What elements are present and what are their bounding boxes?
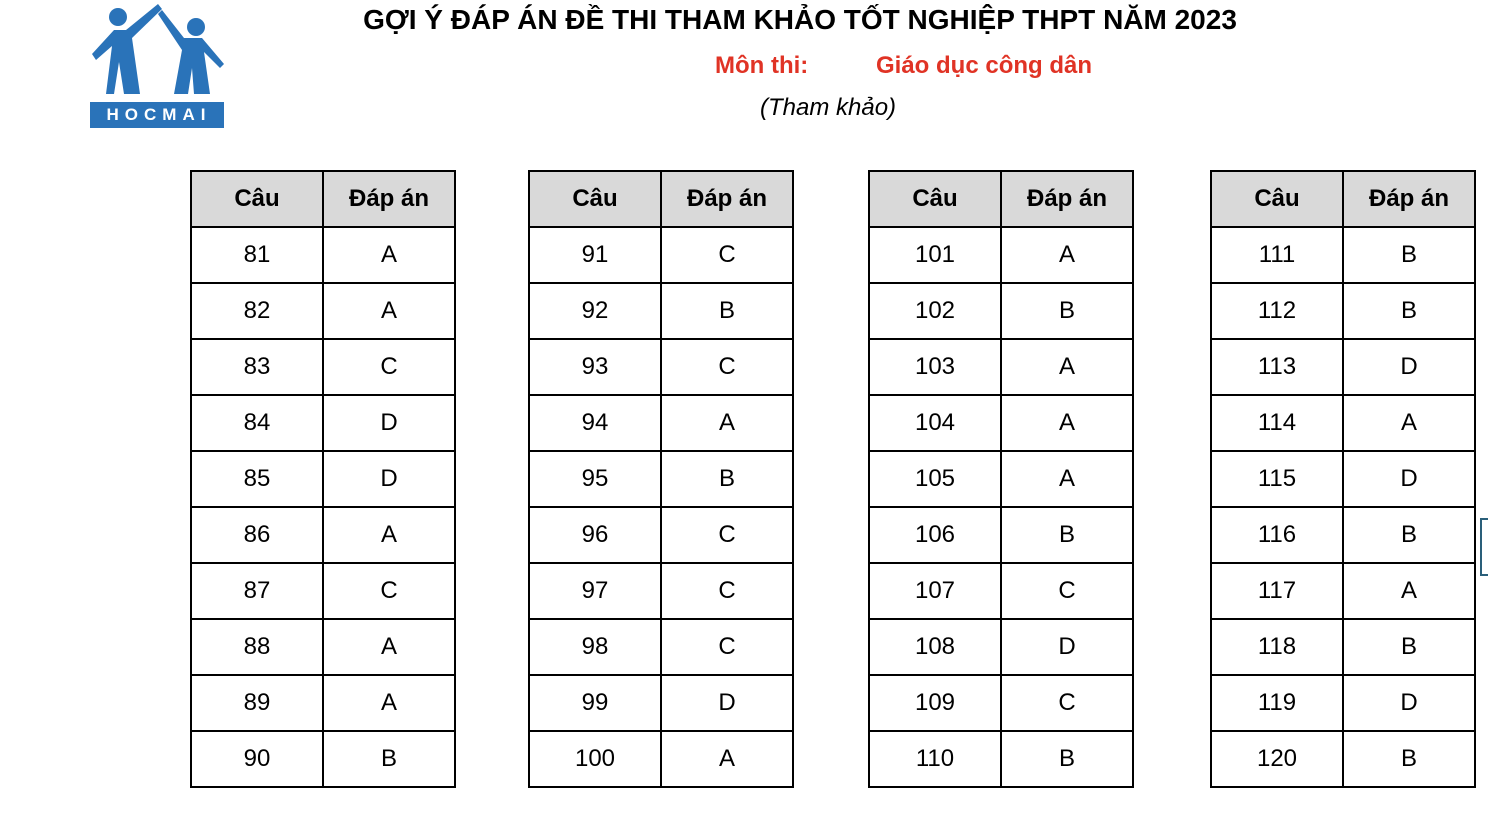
table-row bbox=[1211, 395, 1475, 451]
answer-letter: B bbox=[323, 731, 455, 787]
answer-letter: B bbox=[1343, 507, 1475, 563]
answer-letter: A bbox=[1001, 395, 1133, 451]
table-row bbox=[529, 283, 793, 339]
answer-letter: D bbox=[1343, 451, 1475, 507]
question-number: 104 bbox=[869, 395, 1001, 451]
answer-letter: A bbox=[323, 283, 455, 339]
question-number: 113 bbox=[1211, 339, 1343, 395]
answer-letter: A bbox=[323, 507, 455, 563]
answer-header: Đáp án bbox=[1001, 171, 1133, 227]
table-row bbox=[869, 451, 1133, 507]
table-row bbox=[191, 395, 455, 451]
answer-letter: A bbox=[1001, 451, 1133, 507]
table-row bbox=[1211, 619, 1475, 675]
table-row bbox=[529, 507, 793, 563]
question-number: 118 bbox=[1211, 619, 1343, 675]
answer-letter: C bbox=[661, 619, 793, 675]
answer-table-2 bbox=[528, 170, 794, 788]
answer-header: Đáp án bbox=[1343, 171, 1475, 227]
question-number: 96 bbox=[529, 507, 661, 563]
table-row bbox=[191, 507, 455, 563]
table-row bbox=[869, 339, 1133, 395]
answer-table-4 bbox=[1210, 170, 1476, 788]
table-row bbox=[529, 619, 793, 675]
table-row bbox=[1211, 451, 1475, 507]
table-row bbox=[191, 339, 455, 395]
table-row bbox=[1211, 731, 1475, 787]
answer-table-3 bbox=[868, 170, 1134, 788]
question-number: 82 bbox=[191, 283, 323, 339]
table-row bbox=[1211, 507, 1475, 563]
question-number: 90 bbox=[191, 731, 323, 787]
question-number: 94 bbox=[529, 395, 661, 451]
question-header: Câu bbox=[869, 171, 1001, 227]
answer-letter: A bbox=[1001, 227, 1133, 283]
answer-table-1 bbox=[190, 170, 456, 788]
answer-letter: C bbox=[1001, 675, 1133, 731]
table-row bbox=[869, 227, 1133, 283]
question-number: 114 bbox=[1211, 395, 1343, 451]
question-number: 83 bbox=[191, 339, 323, 395]
table-row bbox=[529, 395, 793, 451]
table-row bbox=[191, 731, 455, 787]
table-row bbox=[1211, 227, 1475, 283]
question-number: 93 bbox=[529, 339, 661, 395]
question-number: 86 bbox=[191, 507, 323, 563]
table-row bbox=[869, 619, 1133, 675]
selection-edge-marker bbox=[1480, 518, 1488, 576]
table-row bbox=[191, 675, 455, 731]
answer-letter: A bbox=[323, 619, 455, 675]
question-number: 105 bbox=[869, 451, 1001, 507]
answer-header: Đáp án bbox=[323, 171, 455, 227]
table-row bbox=[529, 563, 793, 619]
answer-letter: D bbox=[1001, 619, 1133, 675]
answer-letter: C bbox=[1001, 563, 1133, 619]
answer-letter: B bbox=[1343, 731, 1475, 787]
table-row bbox=[191, 563, 455, 619]
question-number: 119 bbox=[1211, 675, 1343, 731]
question-number: 116 bbox=[1211, 507, 1343, 563]
answer-letter: A bbox=[1343, 563, 1475, 619]
question-number: 117 bbox=[1211, 563, 1343, 619]
table-row bbox=[191, 619, 455, 675]
question-number: 97 bbox=[529, 563, 661, 619]
question-number: 87 bbox=[191, 563, 323, 619]
question-header: Câu bbox=[1211, 171, 1343, 227]
logo-text: HOCMAI bbox=[90, 102, 224, 128]
table-row bbox=[529, 731, 793, 787]
table-row bbox=[1211, 339, 1475, 395]
table-row bbox=[529, 339, 793, 395]
answer-header: Đáp án bbox=[661, 171, 793, 227]
question-number: 91 bbox=[529, 227, 661, 283]
question-number: 101 bbox=[869, 227, 1001, 283]
question-number: 106 bbox=[869, 507, 1001, 563]
answer-letter: A bbox=[661, 395, 793, 451]
page-title: GỢI Ý ĐÁP ÁN ĐỀ THI THAM KHẢO TỐT NGHIỆP THPT NĂM 2023 bbox=[363, 4, 1237, 35]
table-row bbox=[869, 283, 1133, 339]
table-row bbox=[869, 675, 1133, 731]
answer-letter: B bbox=[1343, 283, 1475, 339]
answer-letter: B bbox=[1343, 227, 1475, 283]
table-row bbox=[191, 283, 455, 339]
question-number: 108 bbox=[869, 619, 1001, 675]
table-row bbox=[1211, 283, 1475, 339]
question-number: 112 bbox=[1211, 283, 1343, 339]
answer-letter: A bbox=[1001, 339, 1133, 395]
question-number: 107 bbox=[869, 563, 1001, 619]
answer-letter: D bbox=[323, 395, 455, 451]
answer-letter: A bbox=[323, 227, 455, 283]
question-number: 98 bbox=[529, 619, 661, 675]
question-number: 92 bbox=[529, 283, 661, 339]
table-row bbox=[869, 731, 1133, 787]
answer-letter: B bbox=[1001, 507, 1133, 563]
answer-letter: C bbox=[661, 563, 793, 619]
answer-letter: C bbox=[323, 339, 455, 395]
answer-letter: B bbox=[661, 283, 793, 339]
table-row bbox=[191, 451, 455, 507]
answer-letter: D bbox=[323, 451, 455, 507]
question-number: 100 bbox=[529, 731, 661, 787]
question-header: Câu bbox=[529, 171, 661, 227]
answer-letter: C bbox=[661, 339, 793, 395]
question-number: 89 bbox=[191, 675, 323, 731]
question-header: Câu bbox=[191, 171, 323, 227]
answer-letter: B bbox=[1001, 731, 1133, 787]
question-number: 120 bbox=[1211, 731, 1343, 787]
table-row bbox=[869, 507, 1133, 563]
reference-note: (Tham khảo) bbox=[760, 94, 897, 121]
answer-letter: B bbox=[661, 451, 793, 507]
question-number: 110 bbox=[869, 731, 1001, 787]
table-header-row bbox=[869, 171, 1133, 227]
question-number: 102 bbox=[869, 283, 1001, 339]
subject-value: Giáo dục công dân bbox=[876, 52, 1093, 79]
subject-label: Môn thi: bbox=[715, 52, 809, 79]
question-number: 81 bbox=[191, 227, 323, 283]
table-row bbox=[869, 563, 1133, 619]
answer-letter: B bbox=[1001, 283, 1133, 339]
question-number: 88 bbox=[191, 619, 323, 675]
answer-letter: C bbox=[323, 563, 455, 619]
answer-letter: D bbox=[1343, 339, 1475, 395]
question-number: 115 bbox=[1211, 451, 1343, 507]
table-row bbox=[869, 395, 1133, 451]
question-number: 85 bbox=[191, 451, 323, 507]
table-header-row bbox=[1211, 171, 1475, 227]
question-number: 84 bbox=[191, 395, 323, 451]
table-row bbox=[529, 451, 793, 507]
table-row bbox=[1211, 675, 1475, 731]
answer-letter: A bbox=[661, 731, 793, 787]
question-number: 109 bbox=[869, 675, 1001, 731]
answer-letter: D bbox=[661, 675, 793, 731]
answer-letter: B bbox=[1343, 619, 1475, 675]
answer-letter: C bbox=[661, 227, 793, 283]
question-number: 95 bbox=[529, 451, 661, 507]
question-number: 99 bbox=[529, 675, 661, 731]
table-row bbox=[529, 675, 793, 731]
question-number: 111 bbox=[1211, 227, 1343, 283]
answer-letter: C bbox=[661, 507, 793, 563]
answer-letter: A bbox=[1343, 395, 1475, 451]
answer-letter: D bbox=[1343, 675, 1475, 731]
table-row bbox=[529, 227, 793, 283]
table-row bbox=[191, 227, 455, 283]
answer-letter: A bbox=[323, 675, 455, 731]
table-header-row bbox=[529, 171, 793, 227]
table-header-row bbox=[191, 171, 455, 227]
question-number: 103 bbox=[869, 339, 1001, 395]
table-row bbox=[1211, 563, 1475, 619]
